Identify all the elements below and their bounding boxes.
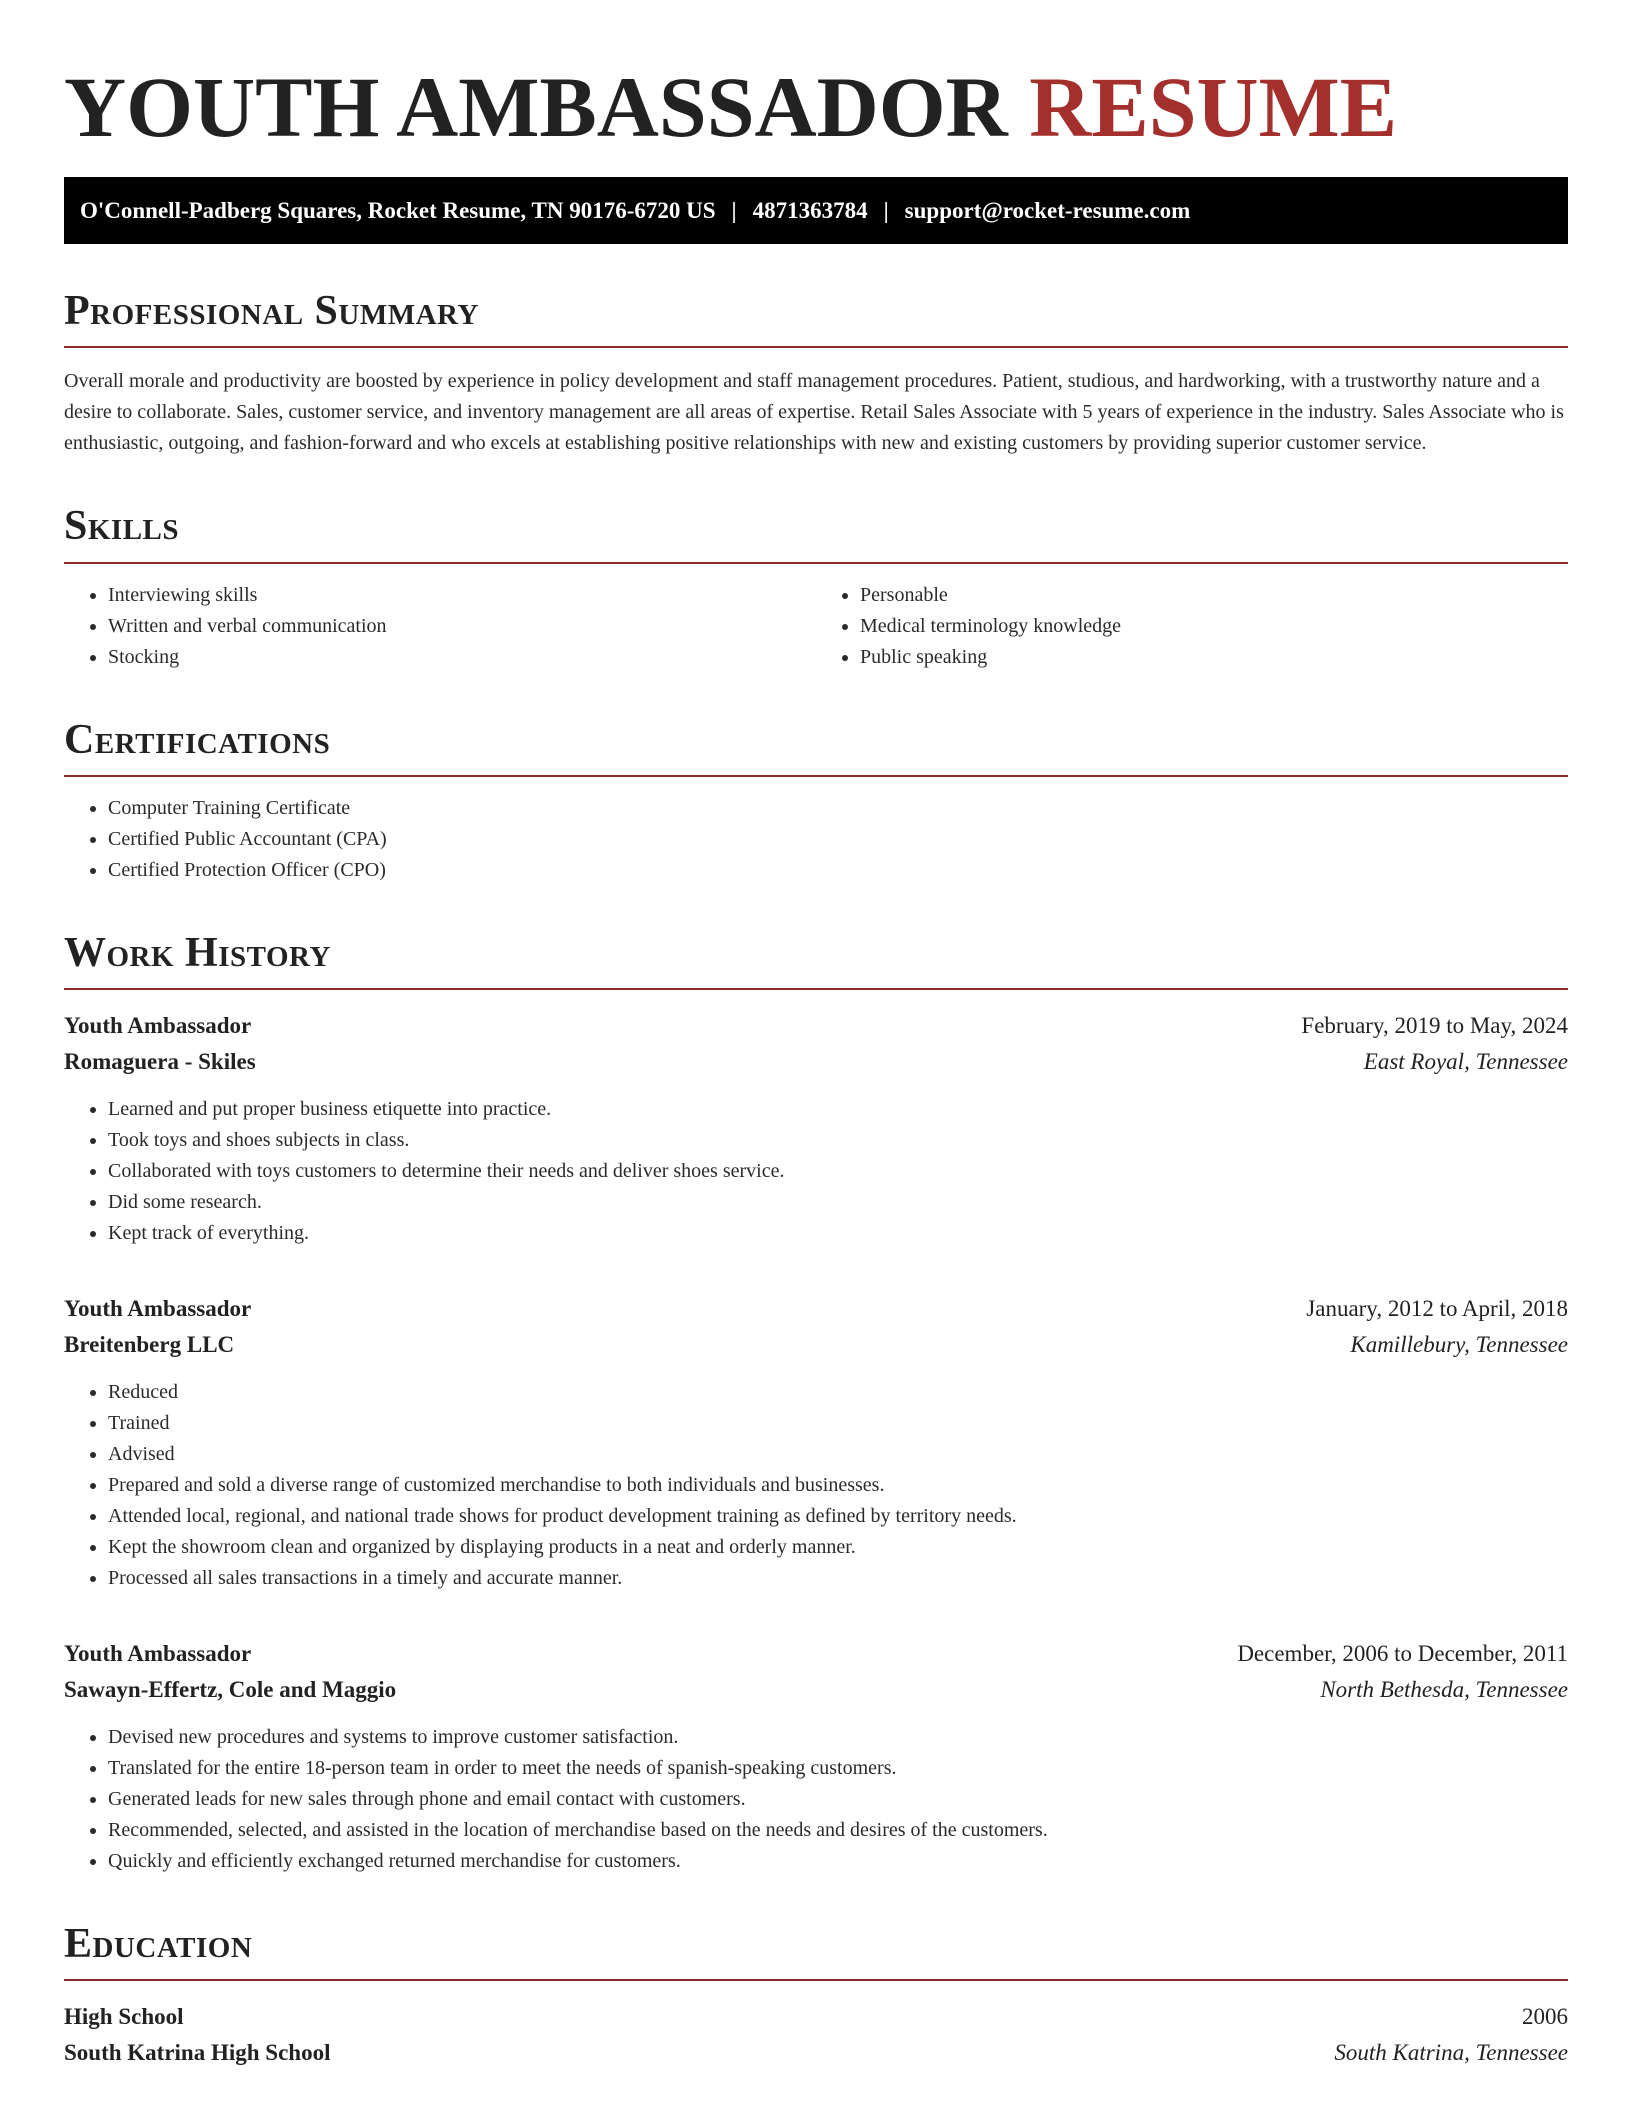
skill-item: • Medical terminology knowledge — [860, 611, 1568, 642]
job-location: North Bethesda, Tennessee — [1320, 1676, 1568, 1702]
education-section — [64, 1921, 1568, 2071]
job-bullet: • Collaborated with toys customers to determine their needs and deliver shoes service. — [108, 1156, 1568, 1187]
education-header-row — [64, 1999, 1568, 2035]
skill-item: • Personable — [860, 580, 1568, 611]
contact-phone[interactable]: 4871363784 — [752, 197, 868, 223]
certifications-heading: Certifications — [64, 717, 1568, 777]
job-title: Youth Ambassador — [64, 1295, 252, 1321]
job-company: Sawayn-Effertz, Cole and Maggio — [64, 1676, 397, 1702]
job-bullets — [64, 1722, 1568, 1877]
job-bullet: • Generated leads for new sales through phone and email contact with customers. — [108, 1784, 1568, 1815]
skills-list-right — [816, 580, 1568, 673]
job-company-row — [64, 1044, 1568, 1080]
job-bullet: • Kept track of everything. — [108, 1218, 1568, 1249]
job-dates: December, 2006 to December, 2011 — [1237, 1640, 1568, 1666]
certification-item: • Certified Protection Officer (CPO) — [108, 855, 1568, 886]
certifications-list — [64, 793, 1568, 886]
education-heading: Education — [64, 1921, 1568, 1981]
certifications-section — [64, 717, 1568, 886]
skills-list-left — [64, 580, 816, 673]
title-main: YOUTH AMBASSADOR — [64, 59, 1008, 155]
summary-heading: Professional Summary — [64, 288, 1568, 348]
contact-address: O'Connell-Padberg Squares, Rocket Resume, TN 90176-6720 US — [80, 197, 716, 223]
job-company: Breitenberg LLC — [64, 1331, 235, 1357]
job-entry — [64, 1291, 1568, 1594]
job-bullet: • Attended local, regional, and national trade shows for product development training as defined by territory needs. — [108, 1501, 1568, 1532]
summary-section — [64, 288, 1568, 459]
job-company-row — [64, 1327, 1568, 1363]
skill-item: • Stocking — [108, 642, 816, 673]
job-dates: January, 2012 to April, 2018 — [1306, 1295, 1568, 1321]
job-entry — [64, 1636, 1568, 1877]
job-location: Kamillebury, Tennessee — [1350, 1331, 1568, 1357]
work-history-section — [64, 930, 1568, 1877]
work-history-heading: Work History — [64, 930, 1568, 990]
title-accent: RESUME — [1029, 59, 1398, 155]
skill-item: • Interviewing skills — [108, 580, 816, 611]
job-bullet: • Trained — [108, 1408, 1568, 1439]
education-school: South Katrina High School — [64, 2040, 331, 2066]
education-year: 2006 — [1522, 2004, 1568, 2030]
resume-title — [64, 56, 1568, 159]
summary-text: Overall morale and productivity are boosted by experience in policy development and staff management procedures. Patient, studious, and hardworking, with a trustworthy nature and a desire to collaborate. Sales, customer service, and inventory management are all areas of expertise. Retail Sales Associate with 5 years of experience in the industry. Sales Associate who is enthusiastic, outgoing, and fashion-forward and who excels at establishing positive relationships with new and existing customers by providing superior customer service. — [64, 370, 1564, 455]
job-dates: February, 2019 to May, 2024 — [1301, 1012, 1568, 1038]
job-bullet: • Took toys and shoes subjects in class. — [108, 1125, 1568, 1156]
job-header-row — [64, 1636, 1568, 1672]
job-bullet: • Advised — [108, 1439, 1568, 1470]
job-bullet: • Recommended, selected, and assisted in the location of merchandise based on the needs and desires of the customers. — [108, 1815, 1568, 1846]
contact-separator: | — [731, 197, 737, 223]
job-bullet: • Quickly and efficiently exchanged returned merchandise for customers. — [108, 1846, 1568, 1877]
certification-item: • Certified Public Accountant (CPA) — [108, 824, 1568, 855]
job-bullet: • Processed all sales transactions in a timely and accurate manner. — [108, 1563, 1568, 1594]
education-location: South Katrina, Tennessee — [1334, 2040, 1568, 2066]
job-location: East Royal, Tennessee — [1363, 1048, 1568, 1074]
skills-section — [64, 503, 1568, 672]
job-bullet: • Devised new procedures and systems to improve customer satisfaction. — [108, 1722, 1568, 1753]
job-title: Youth Ambassador — [64, 1640, 252, 1666]
job-bullet: • Prepared and sold a diverse range of customized merchandise to both individuals and businesses. — [108, 1470, 1568, 1501]
job-bullet: • Did some research. — [108, 1187, 1568, 1218]
certification-item: • Computer Training Certificate — [108, 793, 1568, 824]
job-title: Youth Ambassador — [64, 1012, 252, 1038]
job-bullets — [64, 1377, 1568, 1594]
job-bullet: • Translated for the entire 18-person team in order to meet the needs of spanish-speaking customers. — [108, 1753, 1568, 1784]
job-bullets — [64, 1094, 1568, 1249]
education-school-row — [64, 2035, 1568, 2071]
job-bullet: • Kept the showroom clean and organized by displaying products in a neat and orderly manner. — [108, 1532, 1568, 1563]
education-entry — [64, 1999, 1568, 2071]
job-company-row — [64, 1672, 1568, 1708]
job-bullet: • Learned and put proper business etiquette into practice. — [108, 1094, 1568, 1125]
job-bullet: • Reduced — [108, 1377, 1568, 1408]
skill-item: • Written and verbal communication — [108, 611, 816, 642]
contact-bar — [64, 177, 1568, 244]
skill-item: • Public speaking — [860, 642, 1568, 673]
contact-separator: | — [883, 197, 889, 223]
contact-email[interactable]: support@rocket-resume.com — [904, 197, 1191, 223]
job-entry — [64, 1008, 1568, 1249]
skills-grid — [64, 564, 1568, 673]
job-header-row — [64, 1008, 1568, 1044]
education-degree: High School — [64, 2004, 184, 2030]
job-header-row — [64, 1291, 1568, 1327]
skills-heading: Skills — [64, 503, 1568, 563]
job-company: Romaguera - Skiles — [64, 1048, 256, 1074]
